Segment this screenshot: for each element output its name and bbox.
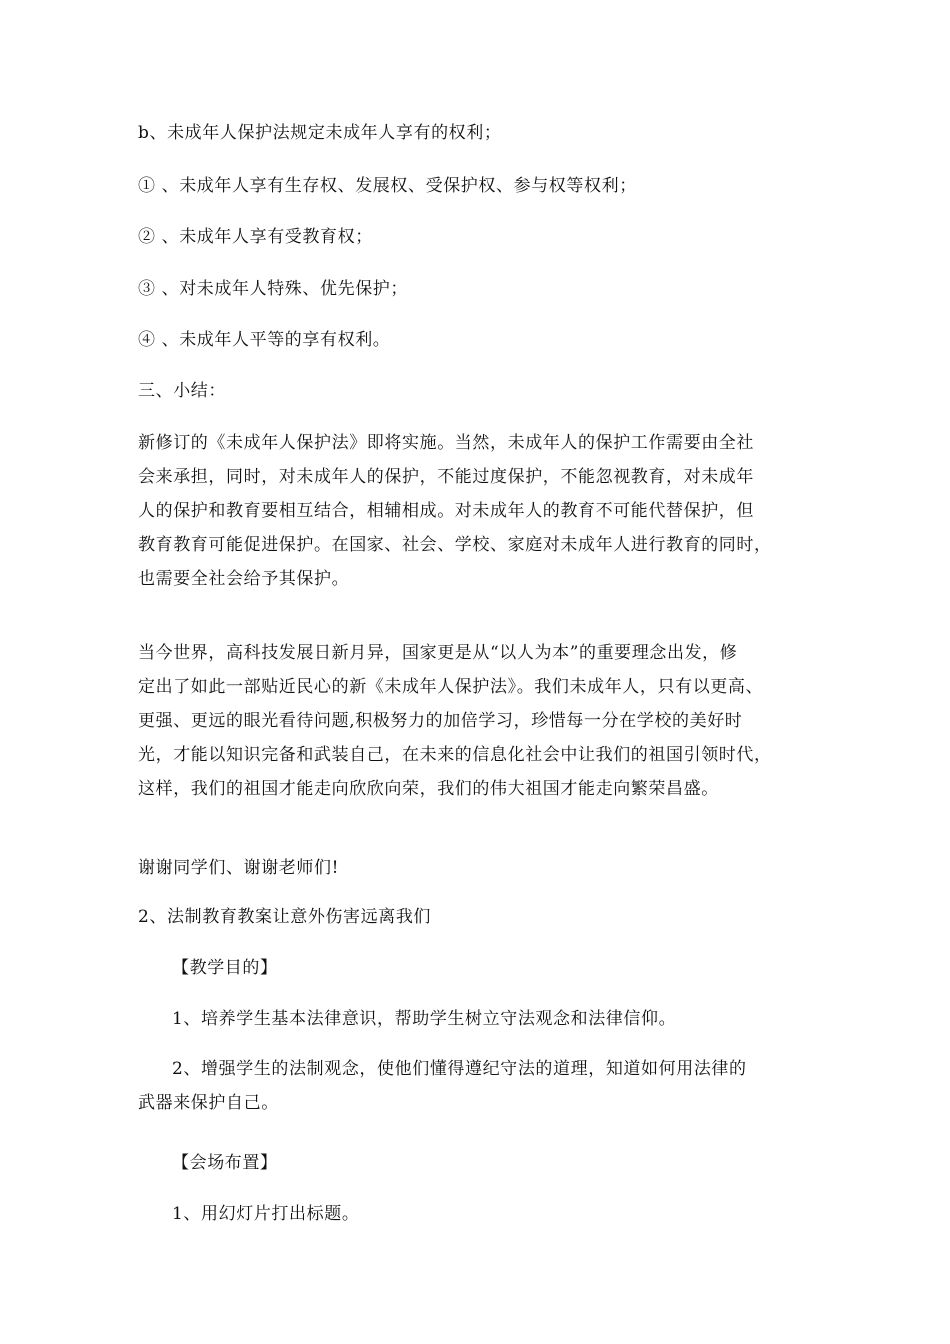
section-2-title: 2、法制教育教案让意外伤害远离我们 [138, 907, 432, 927]
teaching-goal-2-line-2: 武器来保护自己。 [138, 1093, 279, 1113]
rights-item-2: ② 、未成年人享有受教育权； [138, 227, 373, 247]
venue-heading: 【会场布置】 [172, 1153, 278, 1173]
world-line-3: 更强、更远的眼光看待问题,积极努力的加倍学习，珍惜每一分在学校的美好时 [138, 711, 743, 731]
summary-line-1: 新修订的《未成年人保护法》即将实施。当然，未成年人的保护工作需要由全社 [138, 433, 754, 453]
rights-item-3: ③ 、对未成年人特殊、优先保护； [138, 279, 409, 299]
thanks-line: 谢谢同学们、谢谢老师们! [138, 858, 340, 878]
world-line-2: 定出了如此一部贴近民心的新《未成年人保护法》。我们未成年人，只有以更高、 [138, 677, 764, 697]
summary-paragraph [138, 426, 828, 596]
summary-line-3: 人的保护和教育要相互结合，相辅相成。对未成年人的教育不可能代替保护，但 [138, 501, 754, 521]
world-paragraph [138, 636, 828, 806]
summary-line-4: 教育教育可能促进保护。在国家、社会、学校、家庭对未成年人进行教育的同时， [138, 535, 772, 555]
world-line-4: 光，才能以知识完备和武装自己，在未来的信息化社会中让我们的祖国引领时代， [138, 745, 772, 765]
rights-intro-line: b、未成年人保护法规定未成年人享有的权利； [138, 123, 502, 143]
teaching-goal-2 [138, 1052, 828, 1120]
rights-item-1: ① 、未成年人享有生存权、发展权、受保护权、参与权等权利； [138, 176, 637, 196]
world-line-5: 这样，我们的祖国才能走向欣欣向荣，我们的伟大祖国才能走向繁荣昌盛。 [138, 779, 719, 799]
venue-item-1: 1、用幻灯片打出标题。 [172, 1204, 360, 1224]
summary-line-5: 也需要全社会给予其保护。 [138, 569, 350, 589]
summary-heading: 三、小结： [138, 381, 226, 401]
summary-line-2: 会来承担，同时，对未成年人的保护，不能过度保护，不能忽视教育，对未成年 [138, 467, 754, 487]
teaching-goal-2-line-1: 2、增强学生的法制观念，使他们懂得遵纪守法的道理，知道如何用法律的 [172, 1059, 747, 1079]
teaching-goal-1: 1、培养学生基本法律意识，帮助学生树立守法观念和法律信仰。 [172, 1009, 677, 1029]
rights-item-4: ④ 、未成年人平等的享有权利。 [138, 330, 391, 350]
world-line-1: 当今世界，高科技发展日新月异，国家更是从“以人为本”的重要理念出发，修 [138, 643, 738, 663]
teaching-goal-heading: 【教学目的】 [172, 958, 278, 978]
